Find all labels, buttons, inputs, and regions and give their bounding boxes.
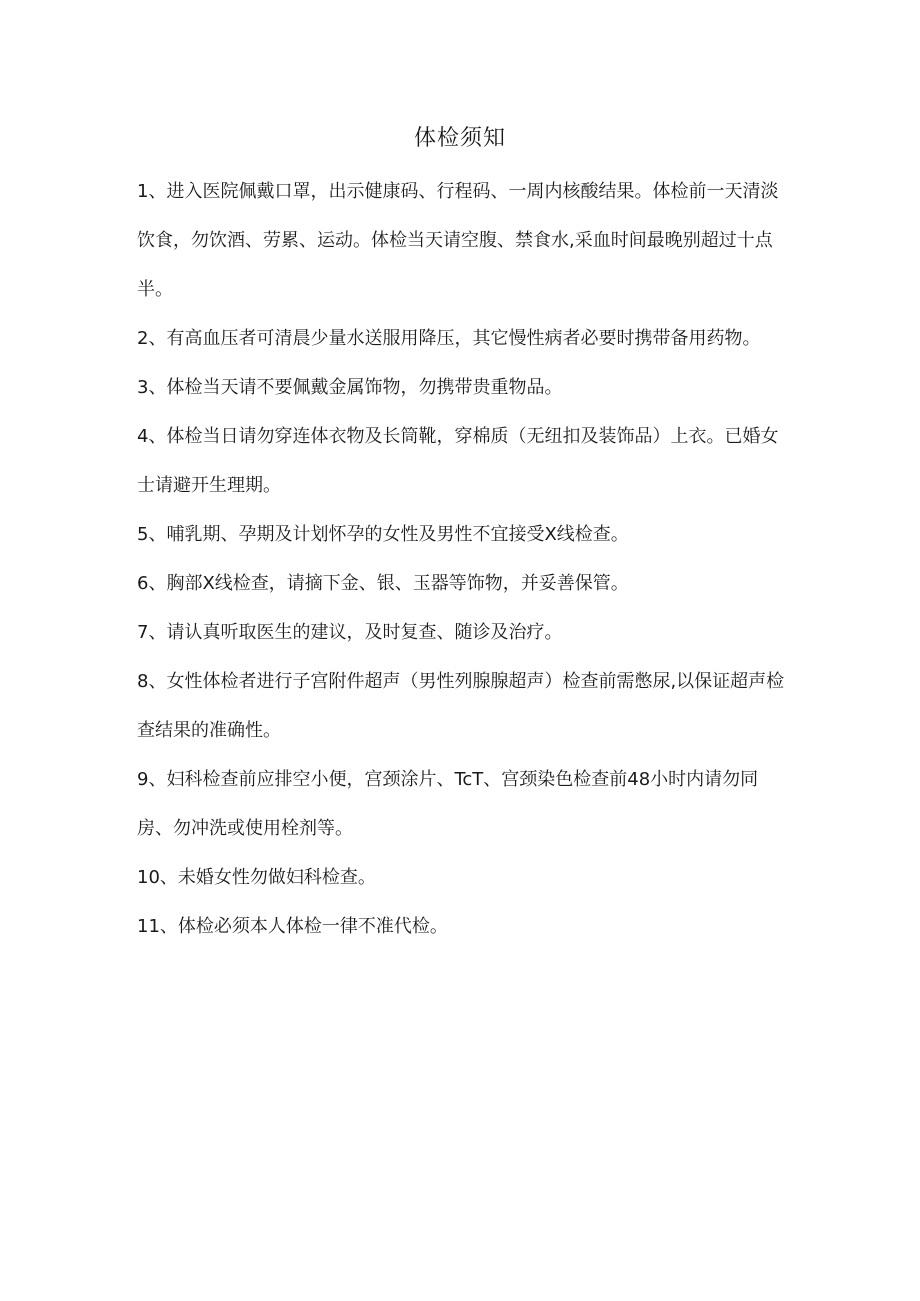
notice-item-7: 7、请认真听取医生的建议，及时复查、随诊及治疗。 [137,622,563,643]
notice-item-10: 10、未婚女性勿做妇科检查。 [137,867,376,888]
notice-item-1: 1、进入医院佩戴口罩，出示健康码、行程码、一周内核酸结果。体检前一天清淡饮食，勿饮酒、劳累、运动。体检当天请空腹、禁食水,采血时间最晚别超过十点半。 [137,181,779,300]
notice-item-6: 6、胸部X线检查，请摘下金、银、玉器等饰物，并妥善保管。 [137,573,629,594]
notice-item-4: 4、体检当日请勿穿连体衣物及长筒靴，穿棉质（无纽扣及装饰品）上衣。已婚女士请避开生理期。 [137,426,779,496]
notice-item-11: 11、体检必须本人体检一律不准代检。 [137,916,448,937]
notice-item-5: 5、哺乳期、孕期及计划怀孕的女性及男性不宜接受X线检查。 [137,524,629,545]
notice-item-8: 8、女性体检者进行子宫附件超声（男性列腺腺超声）检查前需憋尿,以保证超声检查结果的准确性。 [137,671,785,741]
notice-item-2: 2、有高血压者可清晨少量水送服用降压，其它慢性病者必要时携带备用药物。 [137,328,761,349]
document-title: 体检须知 [413,126,506,151]
notice-list [137,167,787,951]
notice-item-9: 9、妇科检查前应排空小便，宫颈涂片、TcT、宫颈染色检查前48小时内请勿同房、勿冲洗或使用栓剂等。 [137,769,759,839]
notice-item-3: 3、体检当天请不要佩戴金属饰物，勿携带贵重物品。 [137,377,563,398]
